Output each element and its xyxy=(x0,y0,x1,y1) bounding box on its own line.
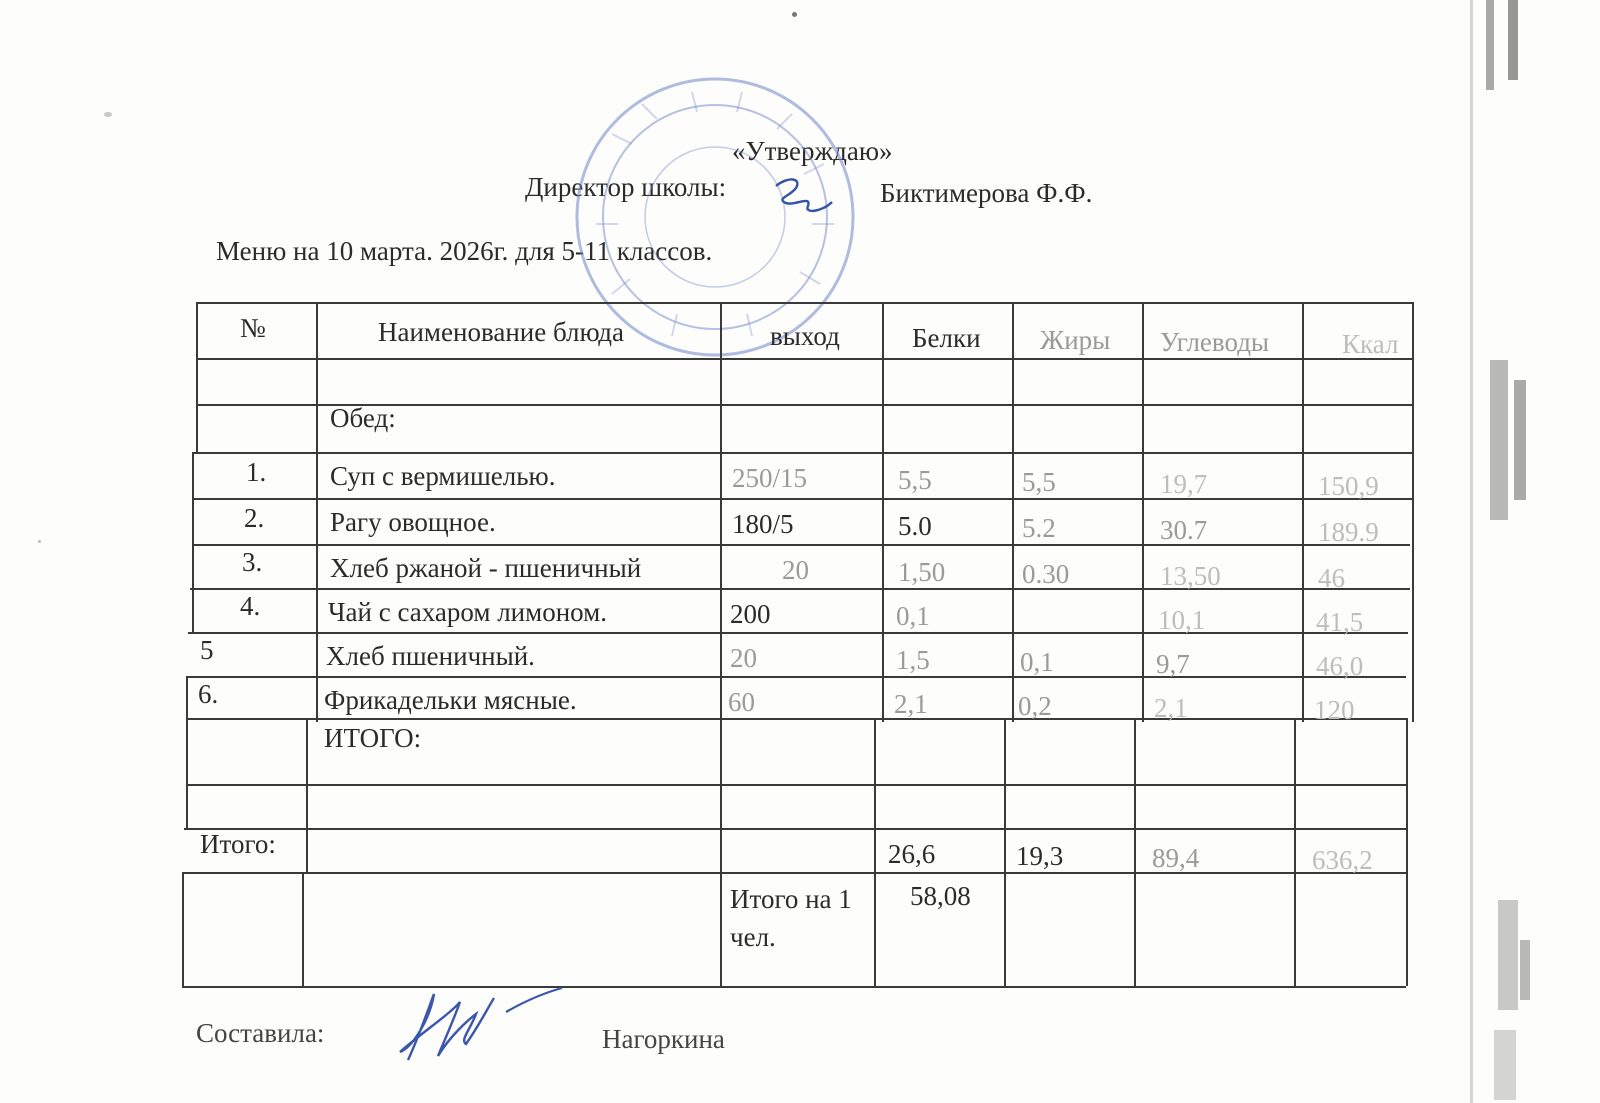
row-2-fats: 5.2 xyxy=(1022,513,1056,543)
section-label-lunch: Обед: xyxy=(330,403,396,433)
col-header-carbs: Углеводы xyxy=(1160,327,1270,357)
approval-heading: «Утверждаю» xyxy=(732,136,893,166)
per-person-value: 58,08 xyxy=(910,881,971,911)
row-6-fats: 0,2 xyxy=(1018,691,1052,721)
row-5-number: 5 xyxy=(200,635,214,665)
row-1-carbs: 19,7 xyxy=(1160,469,1208,499)
total-fats: 19,3 xyxy=(1016,841,1064,871)
row-3-name: Хлеб ржаной - пшеничный xyxy=(330,553,642,583)
row-6-name: Фрикадельки мясные. xyxy=(324,685,577,715)
row-4-output: 200 xyxy=(730,599,771,629)
row-3-kcal: 46 xyxy=(1318,563,1345,593)
row-3-proteins: 1,50 xyxy=(898,557,946,587)
row-6-output: 60 xyxy=(728,687,755,717)
col-header-output: выход xyxy=(770,321,840,351)
total-label: Итого: xyxy=(200,829,276,859)
row-3-output: 20 xyxy=(782,555,809,585)
menu-title: Меню на 10 марта. 2026г. для 5-11 классов. xyxy=(216,236,713,266)
row-6-proteins: 2,1 xyxy=(894,689,928,719)
row-5-output: 20 xyxy=(730,643,757,673)
row-1-proteins: 5,5 xyxy=(898,465,932,495)
row-2-kcal: 189.9 xyxy=(1318,517,1379,547)
row-3-fats: 0.30 xyxy=(1022,559,1070,589)
director-name: Биктимерова Ф.Ф. xyxy=(880,178,1093,208)
row-5-proteins: 1,5 xyxy=(896,645,930,675)
row-3-carbs: 13,50 xyxy=(1160,561,1221,591)
composer-signature xyxy=(390,984,570,1066)
row-2-output: 180/5 xyxy=(732,509,794,539)
subtotal-label: ИТОГО: xyxy=(324,723,422,753)
composed-by-label: Составила: xyxy=(196,1018,325,1048)
col-header-fats: Жиры xyxy=(1040,325,1111,355)
row-5-carbs: 9,7 xyxy=(1156,649,1190,679)
row-2-name: Рагу овощное. xyxy=(330,507,496,537)
row-4-proteins: 0,1 xyxy=(896,601,930,631)
col-header-proteins: Белки xyxy=(912,323,981,353)
row-4-number: 4. xyxy=(240,591,261,621)
row-4-name: Чай с сахаром лимоном. xyxy=(328,597,607,627)
row-1-fats: 5,5 xyxy=(1022,467,1056,497)
row-5-kcal: 46,0 xyxy=(1316,651,1364,681)
col-header-kcal: Ккал xyxy=(1342,329,1399,359)
scan-speck xyxy=(38,540,41,543)
director-label: Директор школы: xyxy=(525,172,727,202)
row-4-carbs: 10,1 xyxy=(1158,605,1206,635)
total-kcal: 636,2 xyxy=(1312,845,1373,875)
row-1-kcal: 150,9 xyxy=(1318,471,1379,501)
row-6-carbs: 2,1 xyxy=(1154,693,1188,723)
row-5-fats: 0,1 xyxy=(1020,647,1054,677)
row-2-number: 2. xyxy=(244,503,265,533)
row-1-name: Суп с вермишелью. xyxy=(330,461,556,491)
director-signature xyxy=(768,172,838,216)
row-2-proteins: 5.0 xyxy=(898,511,932,541)
row-2-carbs: 30.7 xyxy=(1160,515,1208,545)
scan-speck xyxy=(104,112,112,117)
col-header-dish-name: Наименование блюда xyxy=(378,317,625,347)
row-6-number: 6. xyxy=(198,679,219,709)
scan-edge-noise xyxy=(1468,0,1558,1103)
row-3-number: 3. xyxy=(242,547,263,577)
composed-by-name: Нагоркина xyxy=(602,1024,725,1054)
scan-speck xyxy=(792,12,797,17)
row-5-name: Хлеб пшеничный. xyxy=(326,641,535,671)
row-1-output: 250/15 xyxy=(732,463,808,493)
per-person-label: Итого на 1 чел. xyxy=(730,884,852,952)
col-header-number: № xyxy=(240,313,266,343)
row-6-kcal: 120 xyxy=(1314,695,1355,725)
total-proteins: 26,6 xyxy=(888,839,936,869)
row-1-number: 1. xyxy=(246,457,267,487)
row-4-kcal: 41,5 xyxy=(1316,607,1364,637)
total-carbs: 89,4 xyxy=(1152,843,1200,873)
